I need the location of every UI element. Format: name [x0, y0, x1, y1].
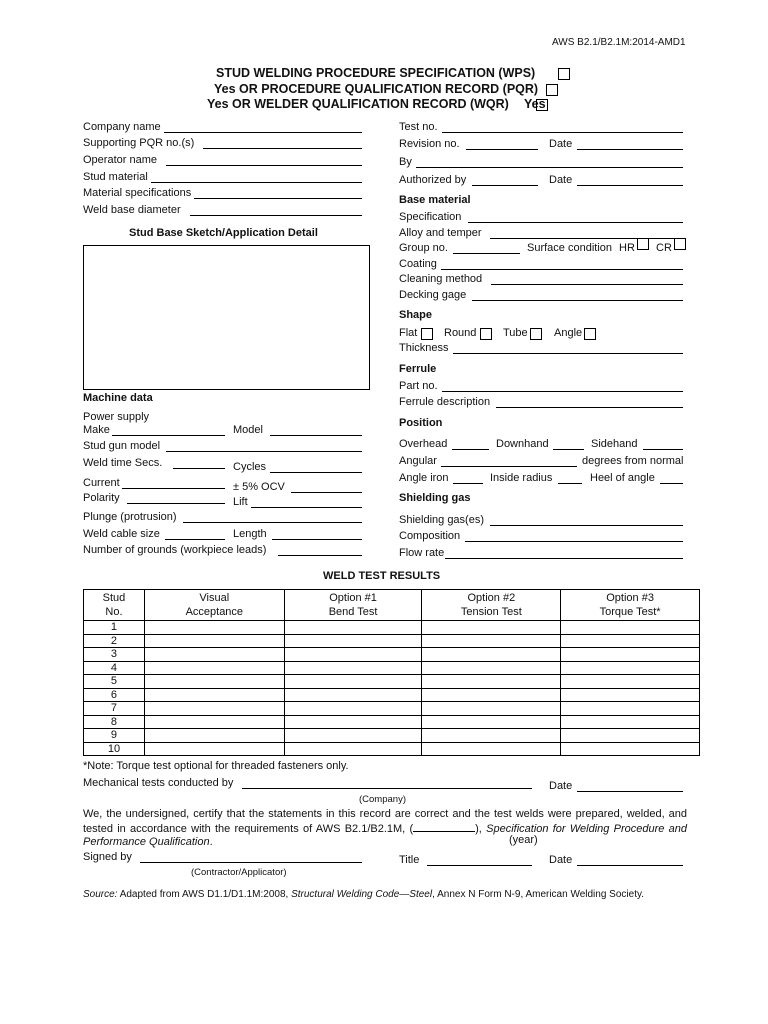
authorized-by-field[interactable] — [472, 185, 538, 186]
stud-number-cell: 4 — [84, 661, 145, 675]
round-checkbox[interactable] — [480, 328, 492, 340]
angular-label: Angular — [399, 455, 437, 467]
specification-label: Specification — [399, 211, 462, 223]
result-cell[interactable] — [144, 702, 284, 716]
stud-gun-model-field[interactable] — [166, 451, 362, 452]
mechanical-tests-field[interactable] — [242, 788, 532, 789]
plunge-label: Plunge (protrusion) — [83, 511, 177, 523]
cr-checkbox[interactable] — [674, 238, 686, 250]
stud-number-cell: 6 — [84, 688, 145, 702]
coating-label: Coating — [399, 258, 437, 270]
ocv-field[interactable] — [291, 492, 362, 493]
signed-date-field[interactable] — [577, 865, 683, 866]
results-header-row — [84, 590, 700, 621]
polarity-label: Polarity — [83, 492, 120, 504]
overhead-field[interactable] — [452, 449, 489, 450]
degrees-from-normal-label: degrees from normal — [582, 455, 684, 467]
result-cell[interactable] — [144, 742, 284, 756]
result-cell[interactable] — [144, 661, 284, 675]
downhand-label: Downhand — [496, 438, 549, 450]
polarity-field[interactable] — [127, 503, 225, 504]
lift-label: Lift — [233, 496, 248, 508]
result-cell[interactable] — [561, 621, 700, 635]
result-cell[interactable] — [422, 675, 561, 689]
sketch-title: Stud Base Sketch/Application Detail — [129, 227, 318, 239]
model-field[interactable] — [270, 435, 362, 436]
cycles-field[interactable] — [270, 472, 362, 473]
torque-note: *Note: Torque test optional for threaded fasteners only. — [83, 760, 349, 772]
result-cell[interactable] — [284, 742, 422, 756]
current-label: Current — [83, 477, 120, 489]
company-name-field[interactable] — [164, 132, 362, 133]
result-cell[interactable] — [422, 648, 561, 662]
overhead-label: Overhead — [399, 438, 448, 450]
result-cell[interactable] — [561, 715, 700, 729]
result-cell[interactable] — [144, 648, 284, 662]
angle-iron-label: Angle iron — [399, 472, 449, 484]
result-cell[interactable] — [144, 621, 284, 635]
header-tension-test: Option #2 Tension Test — [422, 590, 561, 621]
weld-time-field[interactable] — [173, 468, 225, 469]
result-cell[interactable] — [284, 648, 422, 662]
result-cell[interactable] — [144, 729, 284, 743]
ferrule-description-label: Ferrule description — [399, 396, 491, 408]
material-specifications-field[interactable] — [194, 198, 362, 199]
shielding-gases-field[interactable] — [490, 525, 683, 526]
decking-gage-label: Decking gage — [399, 289, 467, 301]
mechanical-date-label: Date — [549, 780, 573, 792]
result-cell[interactable] — [284, 634, 422, 648]
coating-field[interactable] — [441, 269, 683, 270]
angle-label: Angle — [554, 327, 583, 339]
shape-heading: Shape — [399, 309, 433, 321]
make-label: Make — [83, 424, 110, 436]
table-row — [84, 675, 700, 689]
group-no-label: Group no. — [399, 242, 448, 254]
sidehand-field[interactable] — [643, 449, 683, 450]
cycles-label: Cycles — [233, 461, 267, 473]
result-cell[interactable] — [561, 675, 700, 689]
decking-gage-field[interactable] — [472, 300, 683, 301]
result-cell[interactable] — [284, 729, 422, 743]
specification-field[interactable] — [468, 222, 683, 223]
result-cell[interactable] — [561, 688, 700, 702]
ferrule-heading: Ferrule — [399, 363, 437, 375]
inside-radius-field[interactable] — [558, 483, 582, 484]
supporting-pqr-field[interactable] — [203, 148, 362, 149]
grounds-field[interactable] — [278, 555, 362, 556]
composition-label: Composition — [399, 530, 461, 542]
stud-gun-model-label: Stud gun model — [83, 440, 161, 452]
wps-checkbox[interactable] — [558, 68, 570, 80]
contractor-caption: (Contractor/Applicator) — [191, 867, 287, 878]
cleaning-method-field[interactable] — [491, 284, 683, 285]
table-row — [84, 729, 700, 743]
authorized-date-field[interactable] — [577, 185, 683, 186]
table-row — [84, 715, 700, 729]
title-field[interactable] — [427, 865, 532, 866]
heel-of-angle-label: Heel of angle — [590, 472, 655, 484]
weld-cable-size-label: Weld cable size — [83, 528, 160, 540]
company-caption: (Company) — [359, 794, 406, 805]
result-cell[interactable] — [422, 661, 561, 675]
table-row — [84, 661, 700, 675]
test-no-field[interactable] — [442, 132, 683, 133]
shielding-gas-heading: Shielding gas — [399, 492, 471, 504]
result-cell[interactable] — [284, 715, 422, 729]
table-row — [84, 648, 700, 662]
result-cell[interactable] — [422, 715, 561, 729]
result-cell[interactable] — [422, 621, 561, 635]
material-specifications-label: Material specifications — [83, 187, 192, 199]
weld-time-label: Weld time Secs. — [83, 457, 163, 469]
thickness-field[interactable] — [453, 353, 683, 354]
result-cell[interactable] — [422, 634, 561, 648]
sidehand-label: Sidehand — [591, 438, 638, 450]
title-pqr: Yes OR PROCEDURE QUALIFICATION RECORD (PQR) — [214, 82, 539, 96]
ocv-label: ± 5% OCV — [233, 481, 285, 493]
year-caption: (year) — [509, 834, 538, 846]
composition-field[interactable] — [465, 541, 683, 542]
stud-material-label: Stud material — [83, 171, 148, 183]
flow-rate-label: Flow rate — [399, 547, 445, 559]
thickness-label: Thickness — [399, 342, 449, 354]
mechanical-date-field[interactable] — [577, 791, 683, 792]
result-cell[interactable] — [422, 702, 561, 716]
result-cell[interactable] — [561, 729, 700, 743]
stud-number-cell: 1 — [84, 621, 145, 635]
power-supply-label: Power supply — [83, 411, 150, 423]
title-wqr: Yes OR WELDER QUALIFICATION RECORD (WQR) — [207, 97, 509, 111]
title-label: Title — [399, 854, 420, 866]
alloy-temper-label: Alloy and temper — [399, 227, 482, 239]
round-label: Round — [444, 327, 477, 339]
stud-number-cell: 9 — [84, 729, 145, 743]
part-no-label: Part no. — [399, 380, 438, 392]
weld-test-results-title: WELD TEST RESULTS — [323, 570, 441, 582]
result-cell[interactable] — [284, 675, 422, 689]
stud-number-cell: 7 — [84, 702, 145, 716]
surface-condition-label: Surface condition — [527, 242, 612, 254]
position-heading: Position — [399, 417, 443, 429]
part-no-field[interactable] — [442, 391, 683, 392]
stud-material-field[interactable] — [151, 182, 362, 183]
result-cell[interactable] — [144, 634, 284, 648]
hr-checkbox[interactable] — [637, 238, 649, 250]
weld-base-diameter-label: Weld base diameter — [83, 204, 181, 216]
make-field[interactable] — [112, 435, 225, 436]
length-field[interactable] — [272, 539, 362, 540]
result-cell[interactable] — [561, 661, 700, 675]
cr-label: CR — [656, 242, 672, 254]
wqr-checkbox[interactable] — [536, 99, 548, 111]
length-label: Length — [233, 528, 267, 540]
pqr-checkbox[interactable] — [546, 84, 558, 96]
table-row — [84, 702, 700, 716]
signed-by-label: Signed by — [83, 851, 132, 863]
result-cell[interactable] — [561, 648, 700, 662]
angle-iron-field[interactable] — [453, 483, 483, 484]
result-cell[interactable] — [422, 688, 561, 702]
angular-field[interactable] — [441, 466, 577, 467]
hr-label: HR — [619, 242, 635, 254]
result-cell[interactable] — [284, 661, 422, 675]
supporting-pqr-label: Supporting PQR no.(s) — [83, 137, 195, 149]
result-cell[interactable] — [284, 702, 422, 716]
header-bend-test: Option #1 Bend Test — [284, 590, 422, 621]
lift-field[interactable] — [251, 507, 362, 508]
stud-number-cell: 5 — [84, 675, 145, 689]
operator-name-field[interactable] — [166, 165, 362, 166]
year-field[interactable] — [413, 821, 475, 832]
inside-radius-label: Inside radius — [490, 472, 553, 484]
signed-date-label: Date — [549, 854, 573, 866]
machine-data-heading: Machine data — [83, 392, 153, 404]
angle-checkbox[interactable] — [584, 328, 596, 340]
result-cell[interactable] — [561, 634, 700, 648]
mechanical-tests-label: Mechanical tests conducted by — [83, 777, 234, 789]
plunge-field[interactable] — [183, 522, 362, 523]
sketch-box[interactable] — [83, 245, 370, 390]
stud-number-cell: 2 — [84, 634, 145, 648]
authorized-date-label: Date — [549, 174, 573, 186]
revision-no-label: Revision no. — [399, 138, 460, 150]
result-cell[interactable] — [144, 715, 284, 729]
base-material-heading: Base material — [399, 194, 471, 206]
grounds-label: Number of grounds (workpiece leads) — [83, 544, 267, 556]
revision-no-field[interactable] — [466, 149, 538, 150]
flat-label: Flat — [399, 327, 418, 339]
source-citation: Source: Adapted from AWS D1.1/D1.1M:2008, Structural Welding Code—Steel, Annex N Form N-9, American Welding Society. — [83, 889, 645, 900]
authorized-by-label: Authorized by — [399, 174, 467, 186]
tube-checkbox[interactable] — [530, 328, 542, 340]
weld-cable-size-field[interactable] — [165, 539, 225, 540]
company-name-label: Company name — [83, 121, 161, 133]
tube-label: Tube — [503, 327, 528, 339]
signed-by-field[interactable] — [140, 862, 362, 863]
result-cell[interactable] — [561, 702, 700, 716]
header-torque-test: Option #3 Torque Test* — [561, 590, 700, 621]
result-cell[interactable] — [144, 675, 284, 689]
title-wqr-yes: Yes — [524, 97, 546, 111]
stud-number-cell: 10 — [84, 742, 145, 756]
certification-statement: We, the undersigned, certify that the statements in this record are correct and the test welds were prepared, welded, and tested in accordance with the requirements of AWS B2.1/B2.1M, ( ), Specification for Welding Procedure and Performance Qualification. — [83, 808, 687, 848]
shielding-gases-label: Shielding gas(es) — [399, 514, 484, 526]
table-row — [84, 634, 700, 648]
stud-number-cell: 8 — [84, 715, 145, 729]
table-row — [84, 742, 700, 756]
document-reference: AWS B2.1/B2.1M:2014-AMD1 — [552, 37, 686, 48]
by-label: By — [399, 156, 412, 168]
operator-name-label: Operator name — [83, 154, 157, 166]
current-field[interactable] — [122, 488, 225, 489]
result-cell[interactable] — [284, 621, 422, 635]
weld-test-results-table — [83, 589, 700, 756]
downhand-field[interactable] — [553, 449, 584, 450]
cleaning-method-label: Cleaning method — [399, 273, 483, 285]
result-cell[interactable] — [422, 729, 561, 743]
result-cell[interactable] — [561, 742, 700, 756]
table-row — [84, 688, 700, 702]
revision-date-field[interactable] — [577, 149, 683, 150]
heel-of-angle-field[interactable] — [660, 483, 683, 484]
alloy-temper-field[interactable] — [490, 238, 683, 239]
flow-rate-field[interactable] — [445, 558, 683, 559]
model-label: Model — [233, 424, 263, 436]
result-cell[interactable] — [144, 688, 284, 702]
weld-base-diameter-field[interactable] — [190, 215, 362, 216]
stud-number-cell: 3 — [84, 648, 145, 662]
revision-date-label: Date — [549, 138, 573, 150]
header-stud-no: Stud No. — [84, 590, 145, 621]
group-no-field[interactable] — [453, 253, 520, 254]
result-cell[interactable] — [284, 688, 422, 702]
title-wps: STUD WELDING PROCEDURE SPECIFICATION (WPS) — [216, 66, 536, 80]
result-cell[interactable] — [422, 742, 561, 756]
by-field[interactable] — [416, 167, 683, 168]
header-visual-acceptance: Visual Acceptance — [144, 590, 284, 621]
test-no-label: Test no. — [399, 121, 438, 133]
flat-checkbox[interactable] — [421, 328, 433, 340]
table-row — [84, 621, 700, 635]
ferrule-description-field[interactable] — [496, 407, 683, 408]
